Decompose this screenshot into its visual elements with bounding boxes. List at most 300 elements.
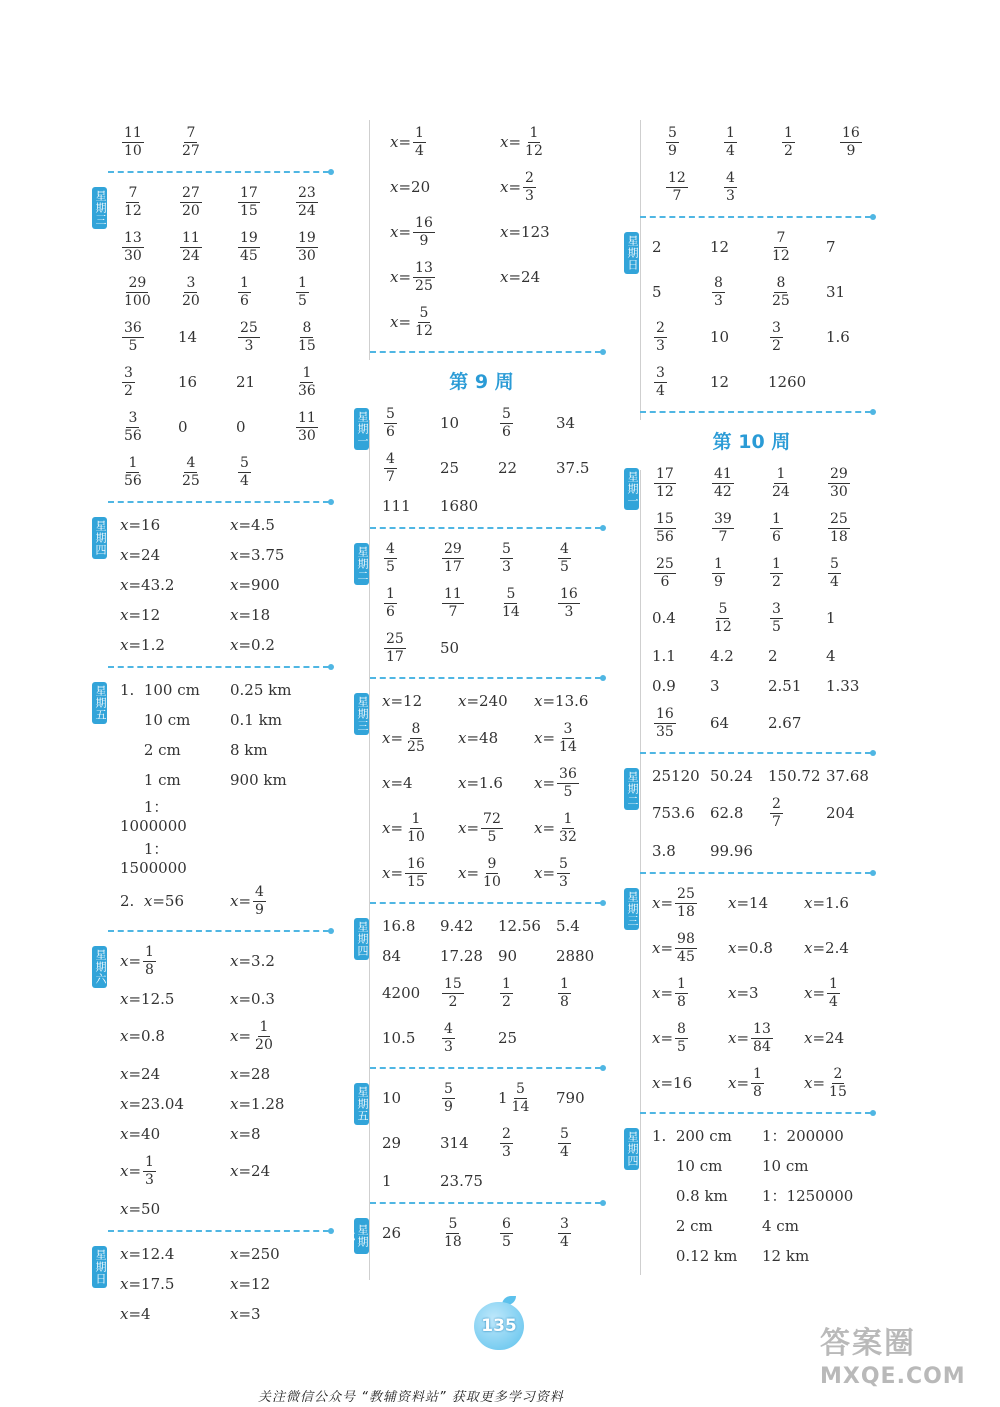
variable-x: x (120, 1304, 129, 1323)
answer-column-3 (624, 118, 879, 1272)
denominator: 9 (255, 901, 264, 918)
answer-text: 16 (141, 515, 161, 534)
fraction (557, 766, 579, 801)
variable-x: x (728, 939, 737, 957)
numerator: 1 (829, 975, 838, 992)
answer-value (440, 1021, 498, 1056)
variable-x: x (230, 989, 239, 1008)
section-divider (640, 752, 871, 754)
numerator: 1 (240, 274, 249, 291)
numerator: 16 (415, 214, 433, 231)
variable-x: x (652, 939, 661, 957)
watermark (820, 1318, 966, 1389)
denominator: 8 (560, 993, 569, 1010)
answer-value (498, 406, 556, 441)
answer-text: 0.2 (251, 635, 275, 654)
answer-value (120, 892, 230, 910)
fraction (557, 811, 579, 846)
numerator: 2 (656, 319, 665, 336)
denominator: 4 (560, 1143, 569, 1160)
section-divider (640, 872, 871, 874)
answer-value (382, 984, 440, 1002)
fraction (238, 275, 251, 310)
answer-value (458, 856, 534, 891)
variable-x: x (120, 1244, 129, 1263)
answer-row (120, 1150, 337, 1192)
answer-row (120, 451, 337, 493)
variable-x: x (230, 1244, 239, 1263)
answer-row (652, 507, 879, 549)
answer-value (120, 576, 230, 594)
answer-value (804, 1066, 880, 1101)
day-tab: 星期日 (92, 1246, 107, 1288)
numerator: 17 (656, 465, 674, 482)
answer-text: 0.8 (749, 939, 773, 957)
section-divider (370, 351, 601, 353)
answer-text: 24 (521, 268, 541, 286)
answer-text: 24 (141, 545, 161, 564)
variable-x: x (534, 864, 543, 882)
answer-value (440, 1216, 498, 1251)
answer-text: 0.12 km (652, 1246, 738, 1265)
answer-text: 12 (251, 1274, 271, 1293)
answer-value (768, 647, 826, 665)
answer-row (390, 166, 609, 208)
answer-value (652, 365, 710, 400)
fraction (384, 451, 397, 486)
numerator: 3 (772, 319, 781, 336)
denominator: 2 (448, 993, 458, 1010)
fraction (558, 541, 571, 576)
day-tab: 星期三 (354, 693, 369, 735)
numerator: 16 (656, 705, 674, 722)
denominator: 12 (415, 322, 433, 339)
answer-value (826, 511, 884, 546)
equals-sign: = (238, 1094, 252, 1113)
answer-value (652, 804, 710, 822)
denominator: 6 (772, 528, 781, 545)
fraction (296, 275, 309, 310)
fraction (122, 410, 144, 445)
equals-sign: = (238, 635, 252, 654)
equals-sign: = (390, 691, 404, 710)
answer-row (382, 537, 609, 579)
answer-value (762, 1125, 872, 1146)
equals-sign: = (508, 133, 522, 151)
answer-text: 20 (411, 178, 431, 196)
day-tab: 星期五 (92, 682, 107, 724)
answer-value (498, 1029, 556, 1047)
denominator: 5 (298, 292, 307, 309)
numerator: 1 (259, 1018, 269, 1035)
answer-text: 23.75 (440, 1171, 483, 1190)
numerator: 36 (124, 319, 142, 336)
fraction (840, 125, 862, 160)
answer-value (120, 944, 230, 979)
day-section (624, 762, 879, 864)
denominator: 2 (124, 382, 133, 399)
answer-value (120, 838, 230, 877)
day-tab: 星期一 (354, 408, 369, 450)
denominator: 7 (672, 187, 682, 204)
denominator: 5 (386, 558, 395, 575)
equals-sign: = (390, 819, 404, 837)
answer-row (382, 447, 609, 489)
fraction (557, 721, 579, 756)
answer-value (120, 410, 178, 445)
variable-x: x (728, 1074, 737, 1092)
day-section (343, 1212, 609, 1254)
answer-text: 1.28 (251, 1094, 285, 1113)
answer-column-1 (92, 118, 337, 1330)
denominator: 5 (563, 783, 573, 800)
fraction (770, 556, 783, 591)
answer-value (120, 275, 178, 310)
answer-value (652, 706, 710, 741)
day-section (624, 226, 879, 403)
answer-text: 2880 (556, 946, 595, 965)
answer-text: 62.8 (710, 804, 744, 822)
answer-row (120, 1195, 337, 1222)
answer-row (652, 552, 879, 594)
denominator: 20 (255, 1036, 273, 1053)
answer-value (500, 223, 610, 241)
answer-value (120, 1027, 230, 1045)
fraction (238, 455, 251, 490)
fraction (751, 1021, 773, 1056)
answer-value (498, 541, 556, 576)
answer-text: 12 (710, 373, 730, 391)
footer-note: 关注微信公众号 “教辅资料站” 获取更多学习资料 (258, 1390, 564, 1405)
answer-row (652, 462, 879, 504)
variable-x: x (534, 819, 543, 837)
equals-sign: = (128, 635, 142, 654)
denominator: 5 (677, 1038, 686, 1055)
denominator: 3 (525, 187, 534, 204)
answer-value (178, 275, 236, 310)
answer-value (768, 373, 826, 391)
denominator: 14 (511, 1098, 530, 1115)
numerator: 3 (656, 364, 665, 381)
answer-text: 12.56 (498, 916, 541, 935)
answer-row (664, 121, 879, 163)
answer-value (120, 1154, 230, 1189)
answer-text: 40 (141, 1124, 161, 1143)
numerator: 23 (298, 184, 316, 201)
fraction (442, 541, 464, 576)
answer-row (652, 837, 879, 864)
answer-value (178, 230, 236, 265)
variable-x: x (120, 575, 129, 594)
denominator: 15 (298, 337, 316, 354)
variable-x: x (230, 515, 239, 534)
day-section (624, 1122, 879, 1269)
fraction (238, 230, 260, 265)
answer-value (294, 365, 352, 400)
answer-value (120, 990, 230, 1008)
answer-value (498, 1126, 556, 1161)
answer-value (768, 466, 826, 501)
equals-sign: = (238, 952, 252, 970)
answer-text: 48 (479, 729, 499, 747)
numerator: 25 (656, 555, 674, 572)
denominator: 6 (240, 292, 249, 309)
answer-text: 12.4 (141, 1244, 175, 1263)
fraction (712, 466, 734, 501)
equals-sign: = (238, 1124, 252, 1143)
denominator: 25 (182, 472, 200, 489)
answer-value (838, 125, 896, 160)
answer-row (652, 972, 879, 1014)
fraction (122, 230, 144, 265)
answer-text: 4.5 (251, 515, 275, 534)
denominator: 20 (182, 202, 200, 219)
fraction (827, 1066, 849, 1101)
denominator: 6 (660, 573, 670, 590)
numerator: 13 (124, 229, 142, 246)
section-divider (108, 666, 329, 668)
answer-value (534, 856, 610, 891)
variable-x: x (500, 223, 509, 241)
denominator: 12 (714, 618, 732, 635)
equals-sign: = (128, 1199, 142, 1218)
numerator: 5 (444, 1080, 453, 1097)
answer-row (120, 838, 337, 877)
denominator: 56 (124, 472, 142, 489)
answer-text: 28 (251, 1064, 271, 1083)
answer-text: 25120 (652, 766, 700, 785)
answer-text: 150.72 (768, 766, 821, 785)
equals-sign: = (736, 939, 750, 957)
answer-text: 0.3 (251, 989, 275, 1008)
day-section (624, 882, 879, 1104)
answer-value (652, 931, 728, 966)
numerator: 19 (298, 229, 316, 246)
equals-sign: = (812, 1074, 826, 1092)
denominator: 3 (502, 1143, 511, 1160)
answer-value (120, 1065, 230, 1083)
equals-sign: = (152, 892, 165, 910)
answer-row (652, 226, 879, 268)
answer-value (652, 511, 710, 546)
denominator: 10 (407, 828, 425, 845)
answer-text: 900 km (230, 770, 287, 789)
answer-row (382, 1167, 609, 1194)
answer-value (652, 886, 728, 921)
variable-x: x (230, 1064, 239, 1083)
answer-value (710, 511, 768, 546)
variable-x: x (143, 892, 153, 910)
answer-column-2 (343, 118, 609, 1257)
variable-x: x (458, 819, 467, 837)
fraction (442, 1216, 464, 1251)
answer-text: 8 km (230, 740, 268, 759)
fraction (828, 556, 841, 591)
answer-text: 0.8 (141, 1027, 165, 1045)
answer-text: 1.6 (479, 774, 503, 792)
numerator: 4 (255, 883, 264, 900)
answer-value (652, 238, 710, 256)
denominator: 12 (525, 142, 543, 159)
denominator: 24 (298, 202, 316, 219)
denominator: 18 (444, 1233, 462, 1250)
day-tab: 星期二 (624, 768, 639, 810)
answer-value (768, 275, 826, 310)
denominator: 3 (656, 337, 665, 354)
denominator: 7 (772, 813, 781, 830)
answer-value (120, 546, 230, 564)
answer-row (652, 927, 879, 969)
answer-text: 1.6 (826, 328, 850, 346)
fraction (828, 466, 850, 501)
answer-value (710, 677, 768, 695)
equals-sign: = (238, 545, 252, 564)
answer-value (652, 976, 728, 1011)
numerator: 8 (677, 1020, 686, 1037)
fraction (405, 721, 427, 756)
answer-value (498, 1216, 556, 1251)
denominator: 3 (726, 187, 735, 204)
fraction (770, 511, 783, 546)
answer-text: 1. 100 cm (120, 680, 200, 699)
answer-text: 24 (141, 1064, 161, 1083)
equals-sign: = (466, 774, 480, 792)
answer-row (120, 1300, 337, 1327)
numerator: 25 (386, 630, 404, 647)
answer-text: 56 (164, 892, 184, 910)
answer-value (440, 459, 498, 477)
answer-text: 111 (382, 496, 411, 515)
answer-value (556, 1126, 614, 1161)
denominator: 30 (298, 427, 316, 444)
variable-x: x (458, 774, 467, 792)
watermark-url: MXQE.COM (820, 1364, 966, 1389)
denominator: 5 (560, 558, 569, 575)
equals-sign: = (128, 575, 142, 594)
answer-value (230, 636, 340, 654)
denominator: 30 (124, 247, 142, 264)
answer-text: 1. 200 cm (652, 1126, 732, 1145)
answer-text: 16.8 (382, 916, 416, 935)
answer-row (120, 1090, 337, 1117)
numerator: 8 (302, 319, 312, 336)
equals-sign: = (238, 989, 252, 1008)
answer-value (780, 125, 838, 160)
numerator: 11 (298, 409, 316, 426)
equals-sign: = (128, 1244, 142, 1263)
answer-text: 10 cm (652, 1156, 723, 1175)
fraction (122, 320, 144, 355)
answer-value (652, 1217, 762, 1235)
answer-text: 25 (498, 1029, 518, 1047)
numerator: 1 (784, 124, 793, 141)
numerator: 1 (772, 555, 781, 572)
answer-row (120, 1270, 337, 1297)
variable-x: x (458, 864, 467, 882)
fraction (782, 125, 795, 160)
answer-value (652, 1157, 762, 1175)
answer-value (534, 766, 610, 801)
fraction (500, 1216, 513, 1251)
answer-value (236, 185, 294, 220)
answer-value (652, 1127, 762, 1145)
answer-value (230, 1305, 340, 1323)
answer-row (120, 271, 337, 313)
denominator: 56 (656, 528, 674, 545)
answer-value (382, 451, 440, 486)
numerator: 5 (718, 600, 728, 617)
answer-value (762, 1185, 872, 1206)
answer-text: 17.5 (141, 1274, 175, 1293)
denominator: 45 (677, 948, 695, 965)
denominator: 9 (668, 142, 677, 159)
answer-value (440, 586, 498, 621)
equals-sign: = (736, 984, 750, 1002)
fraction (122, 455, 144, 490)
denominator: 15 (240, 202, 258, 219)
denominator: 5 (772, 618, 781, 635)
fraction (558, 976, 571, 1011)
answer-value (230, 1275, 340, 1293)
answer-row (382, 687, 609, 714)
fraction (442, 976, 464, 1011)
numerator: 5 (516, 1080, 525, 1097)
answer-text: 3.2 (251, 952, 275, 970)
denominator: 2 (772, 573, 781, 590)
answer-text: 24 (825, 1029, 845, 1047)
day-tab: 星期六 (354, 1218, 369, 1254)
fraction (666, 170, 688, 205)
variable-x: x (804, 939, 813, 957)
fraction (523, 170, 536, 205)
answer-row (652, 792, 879, 834)
numerator: 3 (560, 1215, 569, 1232)
answer-row (652, 1062, 879, 1104)
answer-row (652, 1182, 879, 1209)
answer-value (120, 606, 230, 624)
answer-value (230, 576, 340, 594)
numerator: 8 (714, 274, 723, 291)
denominator: 12 (772, 247, 790, 264)
day-section (354, 912, 609, 1059)
answer-row (382, 1077, 609, 1119)
answer-row (120, 1060, 337, 1087)
variable-x: x (230, 635, 239, 654)
fraction (413, 260, 435, 295)
answer-text: 250 (251, 1244, 280, 1263)
denominator: 32 (559, 828, 577, 845)
numerator: 16 (560, 585, 578, 602)
answer-text: 64 (710, 714, 730, 732)
answer-value (382, 586, 440, 621)
equals-sign: = (398, 223, 412, 241)
answer-row (652, 702, 879, 744)
denominator: 9 (444, 1098, 453, 1115)
answer-row (382, 912, 609, 939)
denominator: 14 (559, 738, 577, 755)
answer-text: 25 (440, 459, 460, 477)
answer-value (236, 418, 294, 436)
fraction (405, 856, 427, 891)
section-divider (370, 527, 601, 529)
answer-value (768, 230, 826, 265)
answer-value (120, 1275, 230, 1293)
fraction (122, 365, 135, 400)
answer-text: 21 (236, 373, 256, 391)
numerator: 4 (560, 540, 569, 557)
answer-value (458, 811, 534, 846)
answer-row (120, 631, 337, 658)
